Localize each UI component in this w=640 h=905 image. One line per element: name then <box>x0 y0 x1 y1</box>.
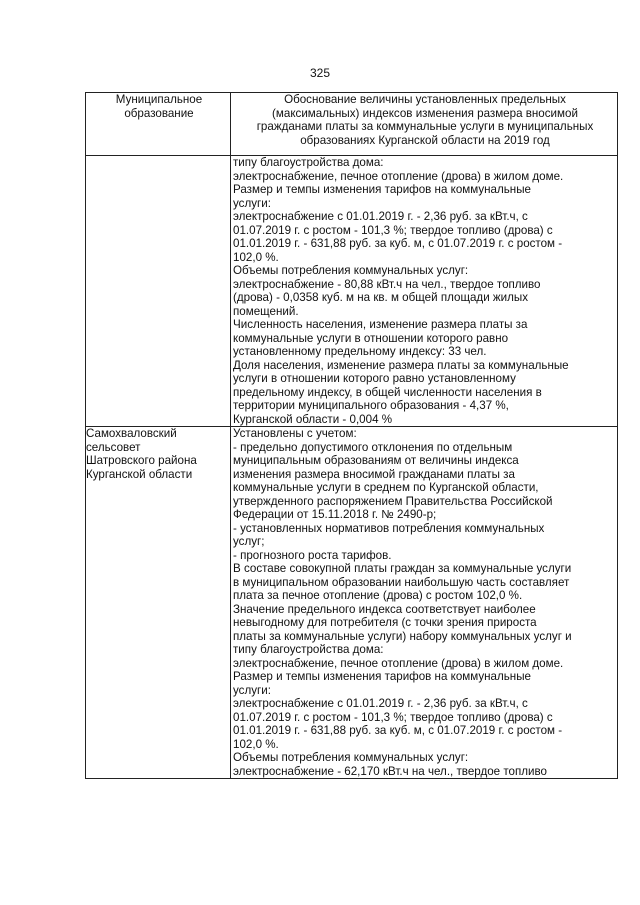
text-line: типу благоустройства дома: <box>233 156 384 169</box>
text-line: Размер и темпы изменения тарифов на коммунальные <box>233 670 531 683</box>
text-line: Федерации от 15.11.2018 г. № 2490-р; <box>233 508 437 521</box>
tariff-justification-table <box>85 92 618 779</box>
text-line: 01.07.2019 г. с ростом - 101,3 %; твердое топливо (дрова) с <box>233 710 553 724</box>
text-line: (дрова) - 0,0358 куб. м на кв. м общей площади жилых <box>233 291 529 304</box>
text-line: Значение предельного индекса соответствует наиболее <box>233 602 536 616</box>
municipality-line: Шатровского района <box>86 454 197 467</box>
text-line: плата за печное отопление (дрова) с ростом 102,0 %. <box>233 589 523 602</box>
text-line: электроснабжение - 80,88 кВт.ч на чел., твердое топливо <box>233 277 541 291</box>
text-line: утвержденного распоряжением Правительства Российской <box>233 494 553 508</box>
text-line: электроснабжение, печное отопление (дрова) в жилом доме. <box>233 169 564 183</box>
text-line: электроснабжение, печное отопление (дрова) в жилом доме. <box>233 656 564 670</box>
table-header-row <box>86 93 618 156</box>
text-line: помещений. <box>233 304 299 318</box>
header-line: (максимальных) индексов изменения размера вносимой <box>272 106 578 120</box>
text-line: Доля населения, изменение размера платы за коммунальные <box>233 358 569 372</box>
text-line: - предельно допустимого отклонения по отдельным <box>233 440 513 454</box>
text-line: 01.07.2019 г. с ростом - 101,3 %; твердое топливо (дрова) с <box>233 223 553 237</box>
header-line: образованиях Курганской области на 2019 год <box>300 133 550 147</box>
header-line: Муниципальное <box>115 93 203 106</box>
text-line: коммунальные услуги в отношении которого равно <box>233 331 509 345</box>
text-line: Объемы потребления коммунальных услуг: <box>233 751 469 764</box>
text-line: установленному предельному индексу: 33 чел. <box>233 345 487 358</box>
text-line: Численность населения, изменение размера платы за <box>233 318 528 331</box>
header-line: образование <box>124 106 194 120</box>
text-line: 01.01.2019 г. - 631,88 руб. за куб. м, с 01.07.2019 г. с ростом - <box>233 724 563 737</box>
text-line: - прогнозного роста тарифов. <box>233 548 392 562</box>
text-line: 102,0 %. <box>233 737 279 751</box>
text-line: услуги в отношении которого равно установленному <box>233 372 516 385</box>
text-line: коммунальные услуги в среднем по Курганской области, <box>233 481 539 494</box>
text-line: Курганской области - 0,004 % <box>233 412 393 426</box>
text-line: электроснабжение с 01.01.2019 г. - 2,36 руб. за кВт.ч, с <box>233 210 528 223</box>
table-row <box>86 427 618 779</box>
text-line: в муниципальном образовании наибольшую часть составляет <box>233 575 570 589</box>
text-line: территории муниципального образования - 4,37 %, <box>233 399 509 412</box>
header-justification <box>231 93 618 156</box>
text-line: Установлены с учетом: <box>233 427 357 440</box>
header-municipality <box>86 93 231 156</box>
municipality-cell <box>86 156 231 427</box>
text-line: муниципальным образованиям от величины индекса <box>233 454 519 467</box>
text-line: 01.01.2019 г. - 631,88 руб. за куб. м, с 01.07.2019 г. с ростом - <box>233 237 563 250</box>
text-line: В составе совокупной платы граждан за коммунальные услуги <box>233 562 572 575</box>
text-line: платы за коммунальные услуги) набору коммунальных услуг и <box>233 629 572 643</box>
text-line: электроснабжение - 62,170 кВт.ч на чел., твердое топливо <box>233 764 547 778</box>
text-line: услуги: <box>233 196 271 210</box>
header-line: гражданами платы за коммунальные услуги в муниципальных <box>256 120 594 133</box>
municipality-line: Самохваловский <box>86 427 177 440</box>
header-line: Обоснование величины установленных предельных <box>284 93 566 106</box>
municipality-line: Курганской области <box>86 467 193 481</box>
municipality-line: сельсовет <box>86 440 141 454</box>
text-line: невыгодному для потребителя (с точки зрения прироста <box>233 616 537 629</box>
text-line: услуги: <box>233 683 271 697</box>
text-line: электроснабжение с 01.01.2019 г. - 2,36 руб. за кВт.ч, с <box>233 697 528 710</box>
text-line: Размер и темпы изменения тарифов на коммунальные <box>233 183 531 196</box>
justification-cell <box>231 427 618 779</box>
text-line: 102,0 %. <box>233 250 279 264</box>
text-line: - установленных нормативов потребления коммунальных <box>233 521 545 535</box>
text-line: типу благоустройства дома: <box>233 643 384 656</box>
text-line: изменения размера вносимой гражданами платы за <box>233 467 515 481</box>
page-number: 325 <box>309 66 331 80</box>
text-line: услуг; <box>233 535 265 548</box>
table-row <box>86 156 618 427</box>
justification-cell <box>231 156 618 427</box>
text-line: предельному индексу, в общей численности населения в <box>233 385 542 399</box>
municipality-cell <box>86 427 231 779</box>
text-line: Объемы потребления коммунальных услуг: <box>233 264 469 277</box>
